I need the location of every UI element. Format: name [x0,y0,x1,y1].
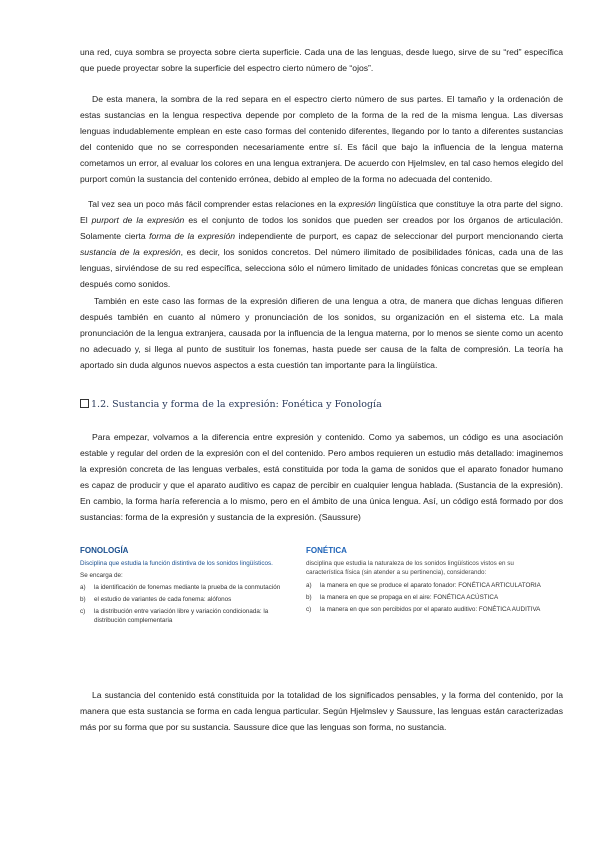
fonologia-item: a) la identificación de fonemas mediante la prueba de la conmutación [80,583,281,591]
fonologia-item: b) el estudio de variantes de cada fonema: alófonos [80,595,232,603]
fonetica-item: b) la manera en que se propaga en el aire: FONÉTICA ACÚSTICA [306,593,499,601]
paragraph-5: Para empezar, volvamos a la diferencia entre expresión y contenido. Como ya sabemos, un código es una asociación estable y regular del orden de la expresión con el del contenido. Pero ambos requieren un estudio más detallado: imaginemos la expresión concreta de las lenguas verbales, está constituida por toda la gama de sonidos que el aparato fonador humano es capaz de producir y que el aparato auditivo es capaz de percibir en cualquier lengua hablada. (Sustancia de la expresión). En cambio, la forma haría referencia a lo mismo, pero en el ámbito de una única lengua. Así, un código está formado por dos sustancias: forma de la expresión y sustancia de la expresión. (Saussure) [80,432,563,522]
paragraph-4: También en este caso las formas de la expresión difieren de una lengua a otra, de manera que dichas lenguas difieren después también en cuanto al número y pronunciación de los sonidos, su organización en el sistema etc. La mala pronunciación de la lengua extranjera, causada por la influencia de la lengua materna, por lo menos se siente como un acento no adecuado y, si llega al punto de sustituir los fonemas, hasta puede ser causa de la falta de compresión. La teoría ha aportado sin duda algunos nuevos aspectos a esta cuestión tan importante para la lingüística. [80,296,563,370]
fonologia-subtitle: Se encarga de: [80,572,123,580]
fonologia-box [80,546,295,628]
paragraph-1: una red, cuya sombra se proyecta sobre cierta superficie. Cada una de las lenguas, desde luego, sirve de su “red” específica que puede proyectar sobre la superficie del espectro cierto número de “ojos”. [80,47,563,73]
paragraph-3: Tal vez sea un poco más fácil comprender estas relaciones en la expresión lingüística que constituye la otra parte del signo. El purport de la expresión es el conjunto de todos los sonidos que pueden ser creados por los órganos de articulación. Solamente cierta forma de la expresión independiente de purport, es capaz de seleccionar del purport mencionando cierta sustancia de la expresión, es decir, los sonidos concretos. Del número ilimitado de posibilidades fónicas, cada una de las lenguas, sirviéndose de su red específica, selecciona sólo el número limitado de unidades fónicas concretas que se emplean después como sonidos. [80,199,564,289]
fonetica-title: FONÉTICA [306,546,347,555]
paragraph-2: De esta manera, la sombra de la red separa en el espectro cierto número de sus partes. El tamaño y la ordenación de estas sustancias en la lengua respectiva depende por completo de la forma de la red de la misma lengua. Las diversas lenguas indudablemente emplean en este caso formas del contenido diferentes, llegando por lo tanto a diferentes sustancias del contenido que no se corresponden necesariamente entre sí. Es fácil que bajo la influencia de la lengua materna cometamos un error, al evaluar los colores en una lengua extranjera. De acuerdo con Hjelmslev, en tal caso hemos elegido del purport común la sustancia del contenido errónea, debido al empleo de la forma no adecuada del contenido. [80,94,563,184]
checkbox-bullet-icon [80,399,89,408]
fonetica-item: c) la manera en que son percibidos por el aparato auditivo: FONÉTICA AUDITIVA [306,606,541,614]
section-heading: 1.2. Sustancia y forma de la expresión: Fonética y Fonología [80,399,563,410]
fonologia-item: c) la distribución entre variación libre y variación condicionada: la distribución complementaria [80,608,269,625]
fonetica-box [306,546,546,617]
fonologia-description: Disciplina que estudia la función distintiva de los sonidos lingüísticos. [80,560,273,568]
fonetica-item: a) la manera en que se produce el aparato fonador: FONÉTICA ARTICULATORIA [306,581,541,589]
fonologia-title: FONOLOGÍA [80,546,129,555]
fonetica-description: disciplina que estudia la naturaleza de los sonidos lingüísticos vistos en su característica física (sin atender a su pertinencia), considerando: [306,560,514,577]
paragraph-6: La sustancia del contenido está constituida por la totalidad de los significados pensables, y la forma del contenido, por la manera que esta sustancia se forma en cada lengua particular. Según Hjelmslev y Saussure, las lenguas están caracterizadas más por su forma que por su sustancia. Saussure dice que las lenguas son forma, no sustancia. [80,690,563,732]
